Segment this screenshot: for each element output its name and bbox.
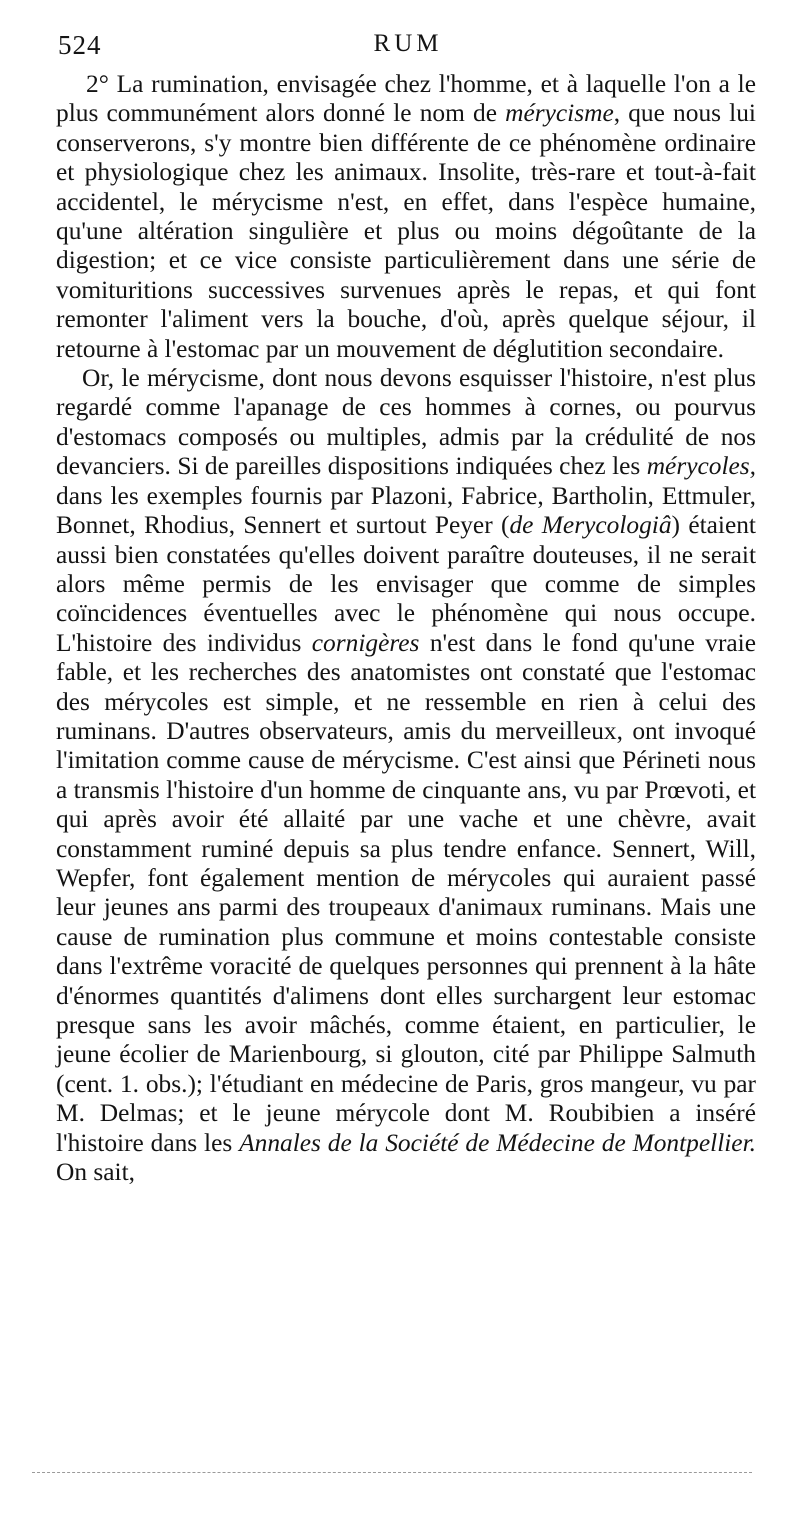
text-segment-p1-2: , que nous lui conserverons, s'y montre bien différente de ce phénomène ordinaire et physiologique chez les animaux. Insolite, très-rare et tout-à-fait accidentel, le mérycisme n'est, en effet, dans l'espèce humaine, qu'une altération singulière et plus ou moins dégoûtante de la digestion; et ce vice consiste particulièrement dans une série de vomituritions successives survenues après le repas, et qui font remonter l'aliment vers la bouche, d'où, après quelque séjour, il retourne à l'estomac par un mouvement de déglutition secondaire. [56,99,756,363]
text-segment-p2-6: n'est dans le fond qu'une vraie fable, et les recherches des anatomistes ont constaté que l'estomac des mérycoles est simple, et ne ressemble en rien à celui des ruminans. D'autres observateurs, amis du merveilleux, ont invoqué l'imitation comme cause de mérycisme. C'est ainsi que Périneti nous a transmis l'histoire d'un homme de cinquante ans, vu par Prœvoti, et qui après avoir été allaité par une vache et une chèvre, avait constamment ruminé depuis sa plus tendre enfance. Sennert, Will, Wepfer, font également mention de mérycoles qui auraient passé leur jeunes ans parmi des troupeaux d'animaux ruminans. Mais une cause de rumination plus commune et moins contestable consiste dans l'extrême voracité de quelques personnes qui prennent à la hâte d'énormes quantités d'alimens dont elles surchargent leur estomac presque sans les avoir mâchés, comme étaient, en particulier, le jeune écolier de Marienbourg, si glouton, cité par Philippe Salmuth (cent. 1. obs.); l'étudiant en médecine de Paris, gros mangeur, vu par M. Delmas; et le jeune mérycole dont M. Roubibien a inséré l'histoire dans les [56,628,757,1157]
paragraph-1 [56,70,756,364]
italic-segment-p2-5: cornigères [311,628,420,657]
text-segment-p2-2: dans les exemples fournis par Plazoni, Fabrice, Bartholin, Ettmuler, Bonnet, Rhodius, Sennert et surtout Peyer ( [56,481,756,540]
text-segment-p2-0: Or, le mérycisme, dont nous devons esquisser l'histoire, n'est plus regardé comme l'apanage de ces hommes à cornes, ou pourvus d'estomacs composés ou multiples, admis par la crédulité de nos devanciers. Si de pareilles dispositions indiquées chez les [56,364,756,481]
footer-rule [32,1472,752,1473]
text-segment-p1-0: 2° La rumination, envisagée chez l'homme, et à laquelle l'on a le plus communément alors donné le nom de [56,70,756,128]
italic-segment-p2-3: de Merycologiâ [509,511,672,540]
paragraph-2 [56,364,756,1187]
page-number: 524 [58,30,102,60]
running-title: RUM [373,30,443,57]
italic-segment-p2-7: Annales de la Société de Médecine de Montpellier. [239,1128,756,1157]
italic-segment-p2-1: mérycoles, [646,452,756,481]
italic-segment-p1-1: mérycisme [505,99,614,128]
page-header [58,30,758,64]
text-segment-p2-4: ) étaient aussi bien constatées qu'elles doivent paraître douteuses, il ne serait alors même permis de les envisager que comme de simples coïncidences éventuelles avec le phénomène qui nous occupe. L'histoire des individus [56,511,756,657]
body-text [56,70,756,1187]
text-segment-p2-8: On sait, [56,1158,135,1187]
